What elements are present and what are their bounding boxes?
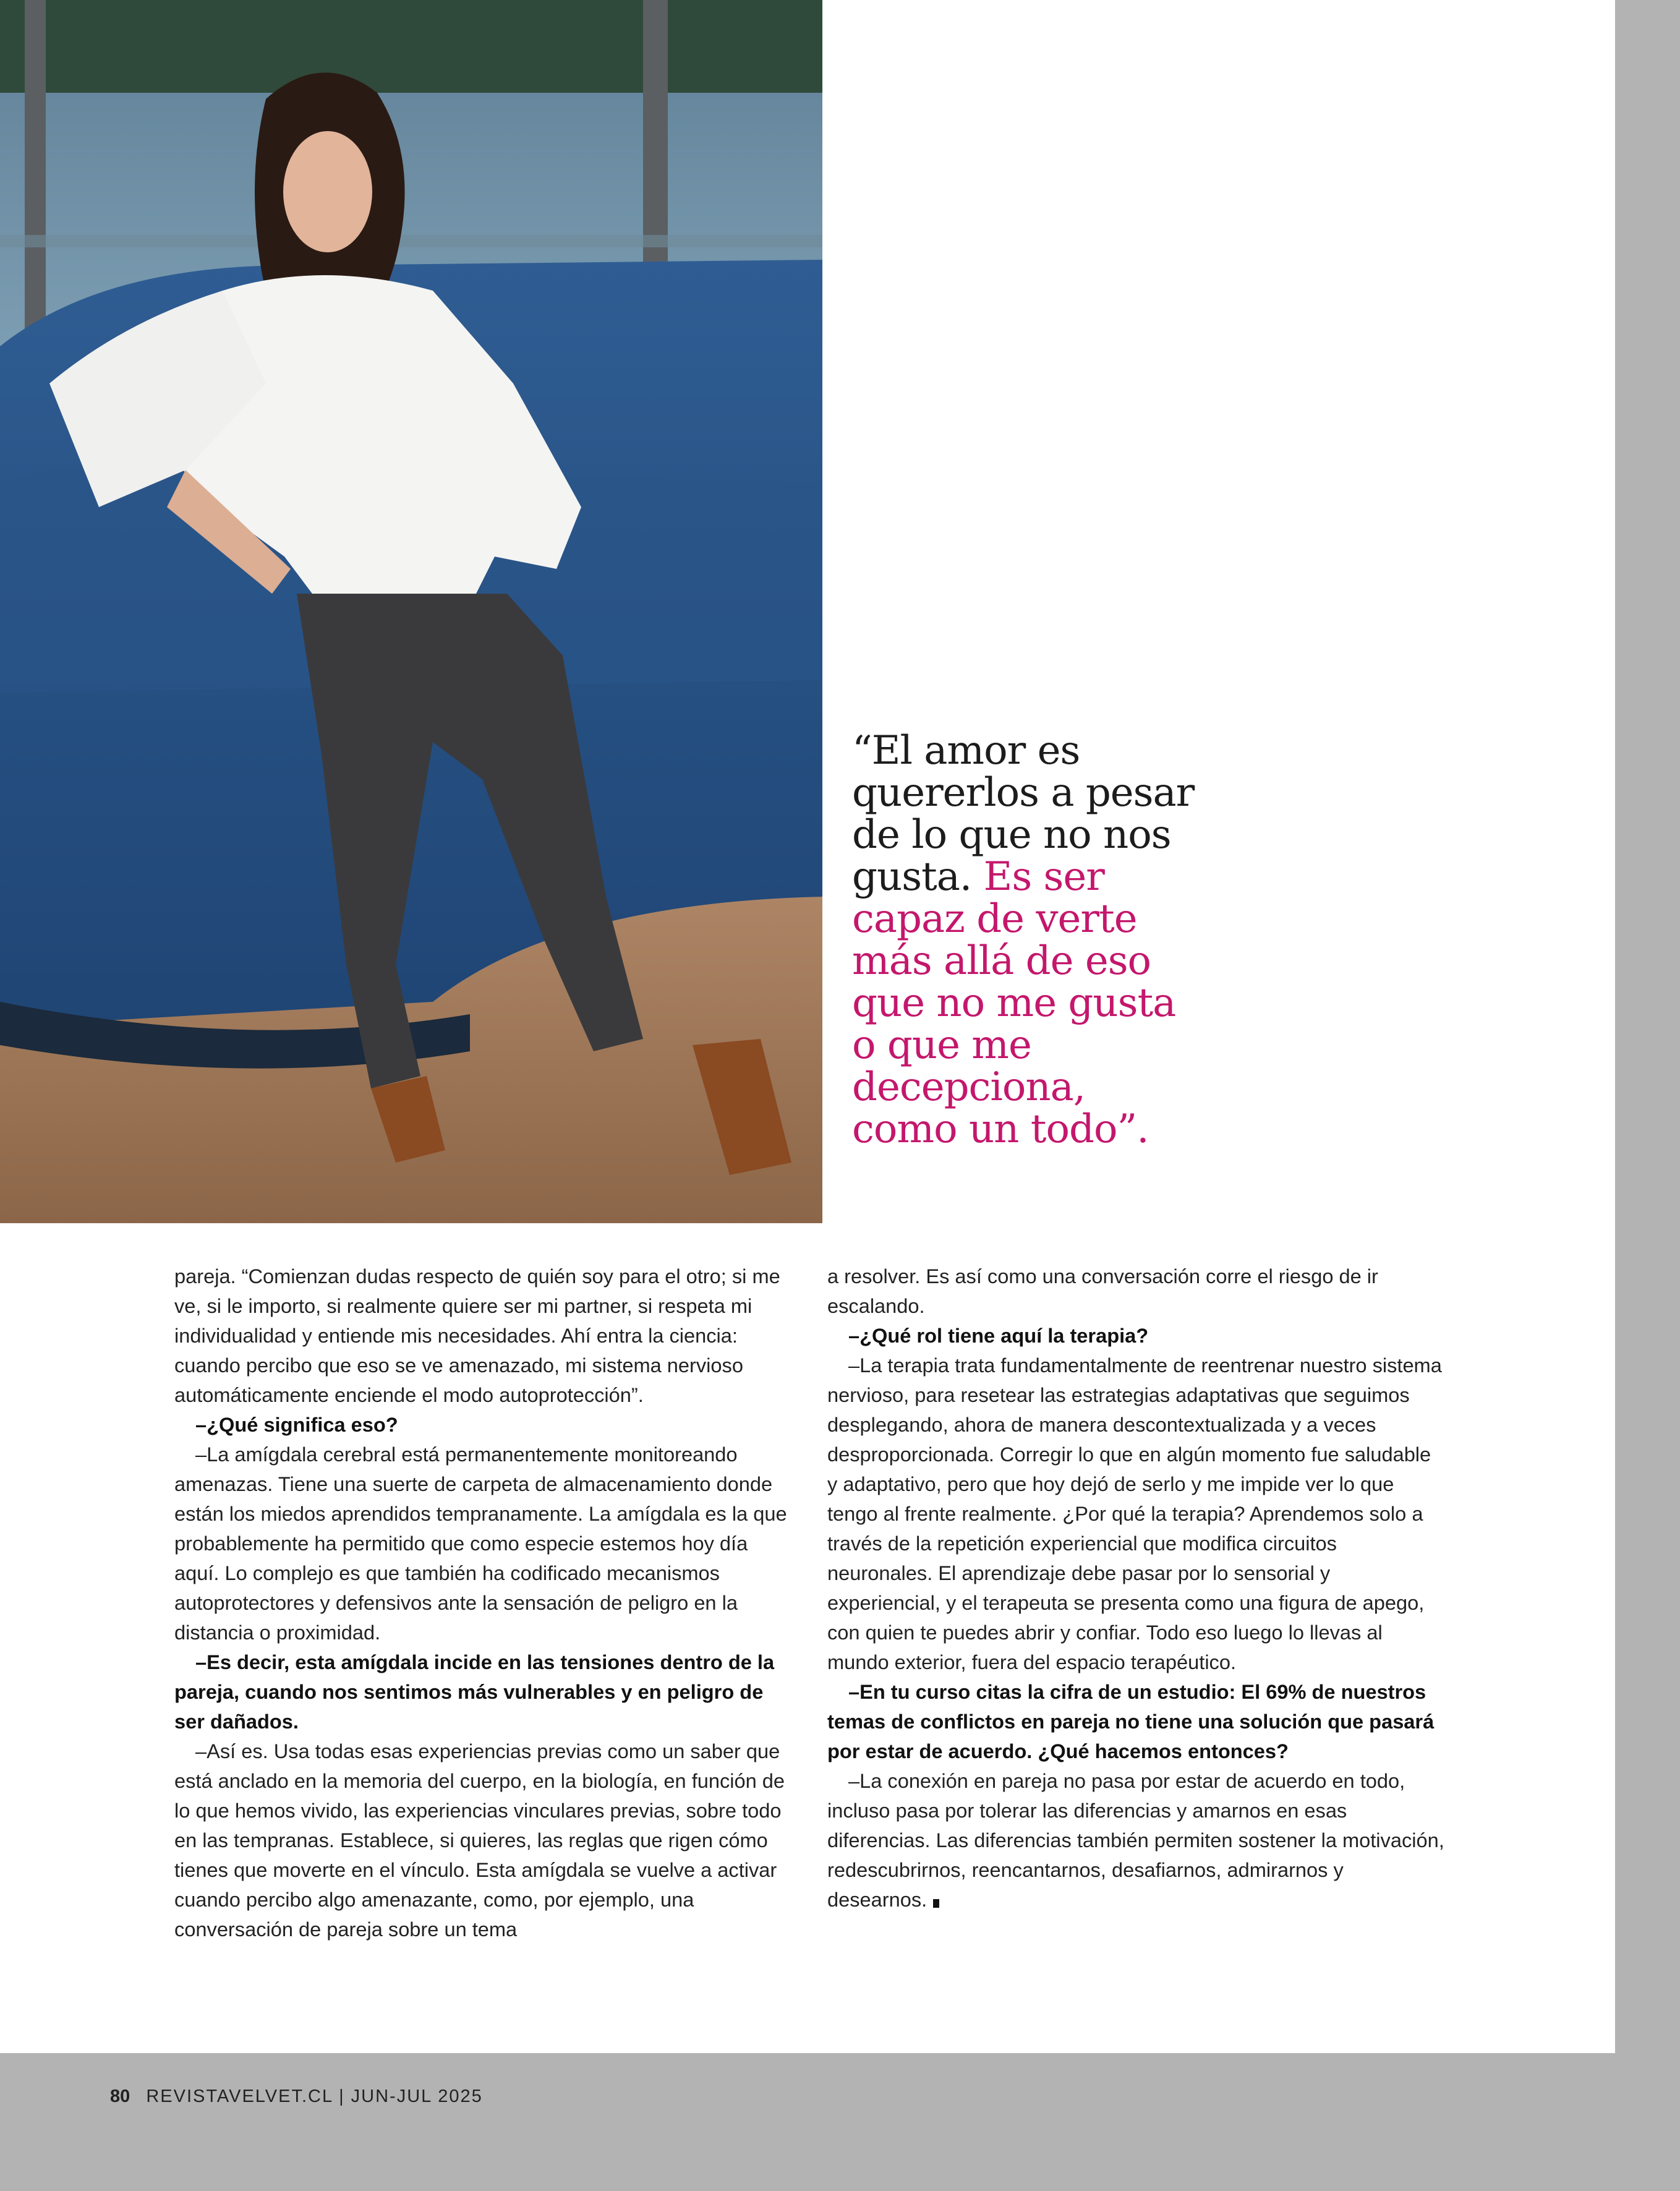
paragraph: a resolver. Es así como una conversación corre el riesgo de ir escalando. [827, 1265, 1378, 1317]
interview-question: –Es decir, esta amígdala incide en las tensiones dentro de la pareja, cuando nos sentimos más vulnerables y en peligro de ser dañados. [174, 1651, 775, 1733]
interview-question: –¿Qué rol tiene aquí la terapia? [848, 1324, 1149, 1347]
page-footer [110, 2086, 483, 2107]
article-column-right [827, 1262, 1446, 1915]
final-answer-text: –La conexión en pareja no pasa por estar de acuerdo en todo, incluso pasa por tolerar las diferencias y amarnos en esas diferencias. Las diferencias también permiten sostener la motivación, redescubrirnos, reencantarnos, desafiarnos, admirarnos y desearnos. [827, 1769, 1444, 1911]
interview-answer-final [827, 1766, 1446, 1915]
pull-quote-part-2: Es ser capaz de verte más allá de eso que no me gusta o que me decepciona, como un todo”. [852, 854, 1176, 1152]
interview-question: –¿Qué significa eso? [195, 1413, 398, 1436]
interview-answer: –La terapia trata fundamentalmente de reentrenar nuestro sistema nervioso, para resetear las estrategias adaptativas que seguimos desplegando, ahora de manera descontextualizada y a veces desproporcionada. Corregir lo que en algún momento fue saludable y adaptativo, pero que hoy dejó de serlo y me impide ver lo que tengo al frente realmente. ¿Por qué la terapia? Aprendemos solo a través de la repetición experiencial que modifica circuitos neuronales. El aprendizaje debe pasar por lo sensorial y experiencial, y el terapeuta se presenta como una figura de apego, con quien te puedes abrir y confiar. Todo eso luego lo llevas al mundo exterior, fuera del espacio terapéutico. [827, 1354, 1442, 1673]
portrait-photo [0, 0, 822, 1223]
page-number: 80 [110, 2086, 130, 2106]
article-column-left [174, 1262, 793, 1944]
pull-quote [852, 730, 1198, 1150]
interview-answer: –La amígdala cerebral está permanentemente monitoreando amenazas. Tiene una suerte de carpeta de almacenamiento donde están los miedos aprendidos tempranamente. La amígdala es la que probablemente ha permitido que como especie estemos hoy día aquí. Lo complejo es que también ha codificado mecanismos autoprotectores y defensivos ante la sensación de peligro en la distancia o proximidad. [174, 1443, 787, 1644]
interview-question: –En tu curso citas la cifra de un estudio: El 69% de nuestros temas de conflictos en pareja no tiene una solución que pasará por estar de acuerdo. ¿Qué hacemos entonces? [827, 1680, 1435, 1762]
pull-quote-part-1: “El amor es quererlos a pesar de lo que no nos gusta. [852, 728, 1195, 900]
portrait-illustration [0, 0, 822, 1223]
interview-answer: –Así es. Usa todas esas experiencias previas como un saber que está anclado en la memoria del cuerpo, en la biología, en función de lo que hemos vivido, las experiencias vinculares previas, sobre todo en las tempranas. Establece, si quieres, las reglas que rigen cómo tienes que moverte en el vínculo. Esta amígdala se vuelve a activar cuando percibo algo amenazante, como, por ejemplo, una conversación de pareja sobre un tema [174, 1740, 785, 1941]
end-of-article-mark [933, 1899, 939, 1908]
publication-info: REVISTAVELVET.CL | JUN-JUL 2025 [146, 2086, 483, 2106]
paragraph: pareja. “Comienzan dudas respecto de quién soy para el otro; si me ve, si le importo, si realmente quiere ser mi partner, si respeta mi individualidad y entiende mis necesidades. Ahí entra la ciencia: cuando percibo que eso se ve amenazado, mi sistema nervioso automáticamente enciende el modo autoprotección”. [174, 1265, 780, 1406]
